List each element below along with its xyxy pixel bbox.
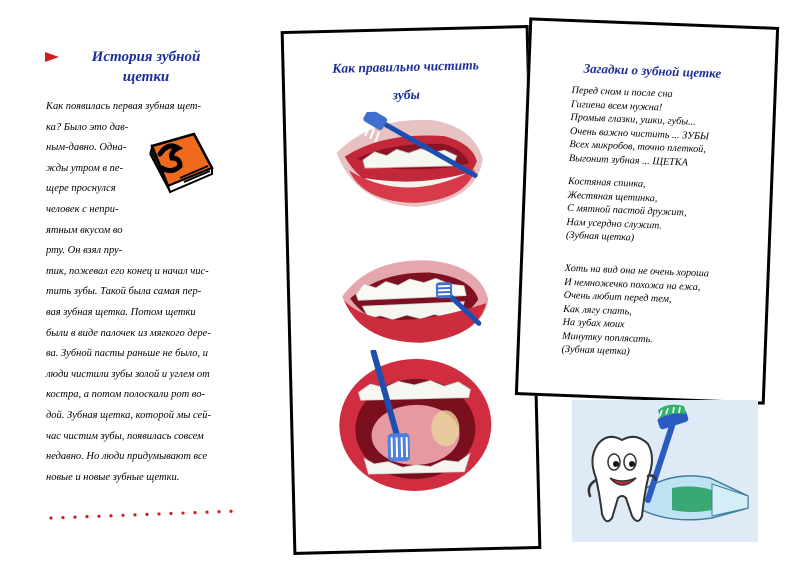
history-line: человек с непри-	[46, 203, 119, 215]
divider-dot	[205, 511, 208, 514]
history-line: тик, пожевал его конец и начал чис-	[46, 265, 209, 277]
dotted-divider	[48, 508, 234, 522]
riddle-line: (Зубная щетка)	[561, 343, 630, 358]
riddle-line: Жестяная щетинка,	[567, 189, 658, 204]
riddle-line: (Зубная щетка)	[565, 229, 635, 244]
divider-dot	[181, 511, 184, 514]
riddle-1	[569, 84, 711, 170]
riddle-line: На зубах моих	[562, 316, 625, 331]
divider-dot	[97, 515, 100, 518]
divider-dot	[73, 516, 76, 519]
riddle-line: С мятной пастой дружит,	[566, 202, 687, 219]
divider-dot	[193, 511, 196, 514]
divider-dot	[145, 513, 148, 516]
history-line: жды утром в пе-	[46, 162, 124, 174]
divider-dot	[85, 515, 88, 518]
book-icon	[146, 128, 218, 194]
history-line: были в виде палочек из мягкого дере-	[46, 327, 211, 339]
divider-dot	[157, 512, 160, 515]
riddle-3	[561, 262, 709, 362]
history-line: недавно. Но люди придумывают все	[46, 451, 208, 463]
divider-dot	[109, 514, 112, 517]
tooth-clipart	[572, 400, 758, 542]
brushing-upper-teeth-illustration	[334, 109, 486, 213]
divider-dot	[229, 510, 232, 513]
tooth-mascot-icon	[572, 400, 758, 542]
history-line: ятным вкусом во	[46, 224, 123, 236]
riddle-line: Нам усердно служит.	[566, 216, 663, 232]
history-title-line-1: История зубной	[91, 49, 201, 65]
brushing-title-line-1: Как правильно чистить	[332, 57, 480, 76]
divider-dot	[121, 514, 124, 517]
riddle-line: Выгонит зубная ... ЩЕТКА	[568, 152, 689, 169]
riddle-line: И немножечко похожа на ежа,	[564, 276, 701, 293]
brushing-title-line-2: зубы	[392, 86, 421, 103]
divider-dot	[169, 512, 172, 515]
riddles-panel	[515, 17, 779, 404]
history-line: ва. Зубной пасты раньше не было, и	[46, 348, 208, 360]
history-column	[0, 0, 270, 566]
history-line: вая зубная щетка. Потом щетки	[46, 306, 196, 318]
history-line: тить зубы. Такой была самая пер-	[46, 286, 202, 298]
history-line: щере проснулся	[46, 183, 116, 195]
riddle-line: Хоть на вид она не очень хороша	[564, 262, 710, 280]
history-line: костра, а потом полоскали рот во-	[46, 389, 205, 401]
riddle-line: Минутку поплясать.	[561, 330, 653, 345]
riddles-title: Загадки о зубной щетке	[583, 60, 722, 81]
divider-dot	[217, 510, 220, 513]
brushing-panel	[281, 25, 542, 555]
brushing-side-teeth-illustration	[339, 251, 491, 350]
riddle-line: Гигиена всем нужна!	[570, 98, 663, 114]
history-line: час чистим зубы, появилась совсем	[46, 430, 204, 442]
riddle-line: Перед сном и после сна	[571, 85, 673, 100]
history-line: рту. Он взял пру-	[46, 245, 123, 257]
riddle-line: Очень важно чистить ... ЗУБЫ	[569, 125, 710, 142]
brushing-title	[284, 50, 527, 112]
riddle-2	[566, 175, 688, 247]
divider-dot	[133, 513, 136, 516]
history-line: ным-давно. Одна-	[46, 142, 127, 154]
brushing-lower-teeth-illustration	[331, 347, 495, 499]
red-arrow-icon	[45, 52, 59, 62]
riddle-line: Всех микробов, точно плеткой,	[569, 138, 707, 156]
riddle-line: Костяная спинка,	[567, 175, 646, 190]
history-title-line-2: щетки	[122, 69, 170, 85]
riddle-line: Как лягу спать,	[562, 303, 632, 317]
history-line: Как появилась первая зубная щет-	[46, 101, 201, 112]
riddle-line: Промыв глазки, ушки, губы...	[570, 111, 696, 128]
history-title	[76, 47, 216, 87]
history-line: ка? Было это дав-	[46, 121, 129, 133]
divider-dot	[61, 516, 64, 519]
history-line: люди чистили зубы золой и углем от	[46, 368, 210, 380]
history-line: дой. Зубная щетка, которой мы сей-	[46, 409, 211, 421]
riddle-line: Очень любит перед тем,	[563, 289, 672, 306]
history-line: новые и новые зубные щетки.	[46, 471, 180, 483]
divider-dot	[49, 516, 52, 519]
